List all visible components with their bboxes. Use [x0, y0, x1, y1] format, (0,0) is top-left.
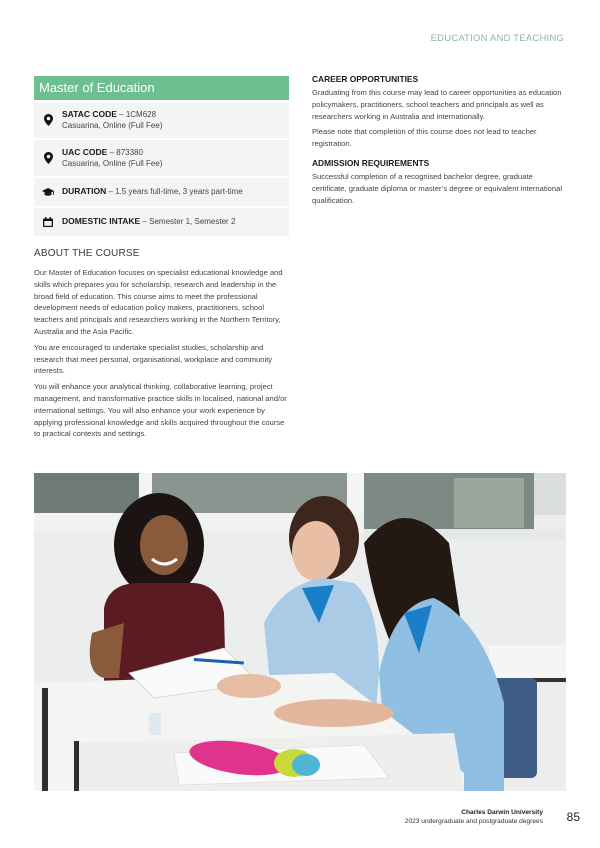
about-paragraph-1: Our Master of Education focuses on specialist educational knowledge and skills which prepares you for scholarship, research and leadership in the broad field of education. This course aims to meet the professional development needs of education policy makers, practitioners, school teachers and principals and researchers working in the Northern Territory, Australia and the Asia Pacific.	[34, 268, 283, 336]
footer	[405, 808, 543, 826]
intake-label: DOMESTIC INTAKE	[62, 216, 141, 227]
info-row-uac	[34, 140, 289, 176]
career-paragraph-2: Please note that completion of this course does not lead to teacher registration.	[312, 127, 537, 149]
satac-code-label: SATAC CODE	[62, 108, 117, 119]
left-column	[34, 76, 289, 444]
uac-code-label: UAC CODE	[62, 146, 108, 157]
admission-heading: ADMISSION REQUIREMENTS	[312, 157, 430, 168]
satac-campus: Casuarina, Online (Full Fee)	[62, 121, 163, 130]
about-paragraph-2: You are encouraged to undertake specialist studies, scholarship and research that meet personal, organisational, workplace and community interests.	[34, 342, 273, 376]
location-pin-icon	[34, 114, 62, 126]
photo-illustration	[34, 473, 566, 791]
career-heading: CAREER OPPORTUNITIES	[312, 74, 419, 84]
admission-paragraph: Successful completion of a recognised bachelor degree, graduate certificate, graduate diploma or master’s degree or equivalent international qualification.	[312, 171, 563, 205]
page-number: 85	[566, 810, 580, 824]
calendar-icon	[34, 217, 62, 227]
classroom-photo	[34, 473, 566, 791]
satac-code-value: – 1CM628	[116, 109, 157, 119]
footer-publication: 2023 undergraduate and postgraduate degrees	[404, 818, 543, 825]
duration-value: – 1.5 years full-time, 3 years part-time	[106, 187, 243, 197]
location-pin-icon	[34, 152, 62, 164]
info-row-duration	[34, 178, 289, 206]
about-heading: ABOUT THE COURSE	[34, 248, 140, 259]
duration-label: DURATION	[62, 186, 107, 197]
graduation-cap-icon	[34, 188, 62, 197]
career-paragraph-1: Graduating from this course may lead to career opportunities as education policymakers, practitioners, school teachers and principals as well as researchers working in Australia and internationally.	[312, 88, 562, 121]
uac-campus: Casuarina, Online (Full Fee)	[62, 159, 163, 168]
about-paragraph-3: You will enhance your analytical thinking, collaborative learning, project management, and transformative practice skills in localised, national and/or international settings. You will also enhance your work experience by applying professional knowledge and skills acquired throughout the course to practical contexts and settings.	[34, 382, 287, 439]
course-title: Master of Education	[34, 76, 289, 100]
section-title: EDUCATION AND TEACHING	[430, 33, 564, 44]
info-row-intake	[34, 208, 289, 236]
uac-code-value: – 873380	[107, 147, 143, 157]
intake-value: – Semester 1, Semester 2	[140, 217, 236, 227]
right-column	[312, 74, 566, 210]
footer-university: Charles Darwin University	[461, 809, 543, 816]
info-row-satac	[34, 102, 289, 138]
